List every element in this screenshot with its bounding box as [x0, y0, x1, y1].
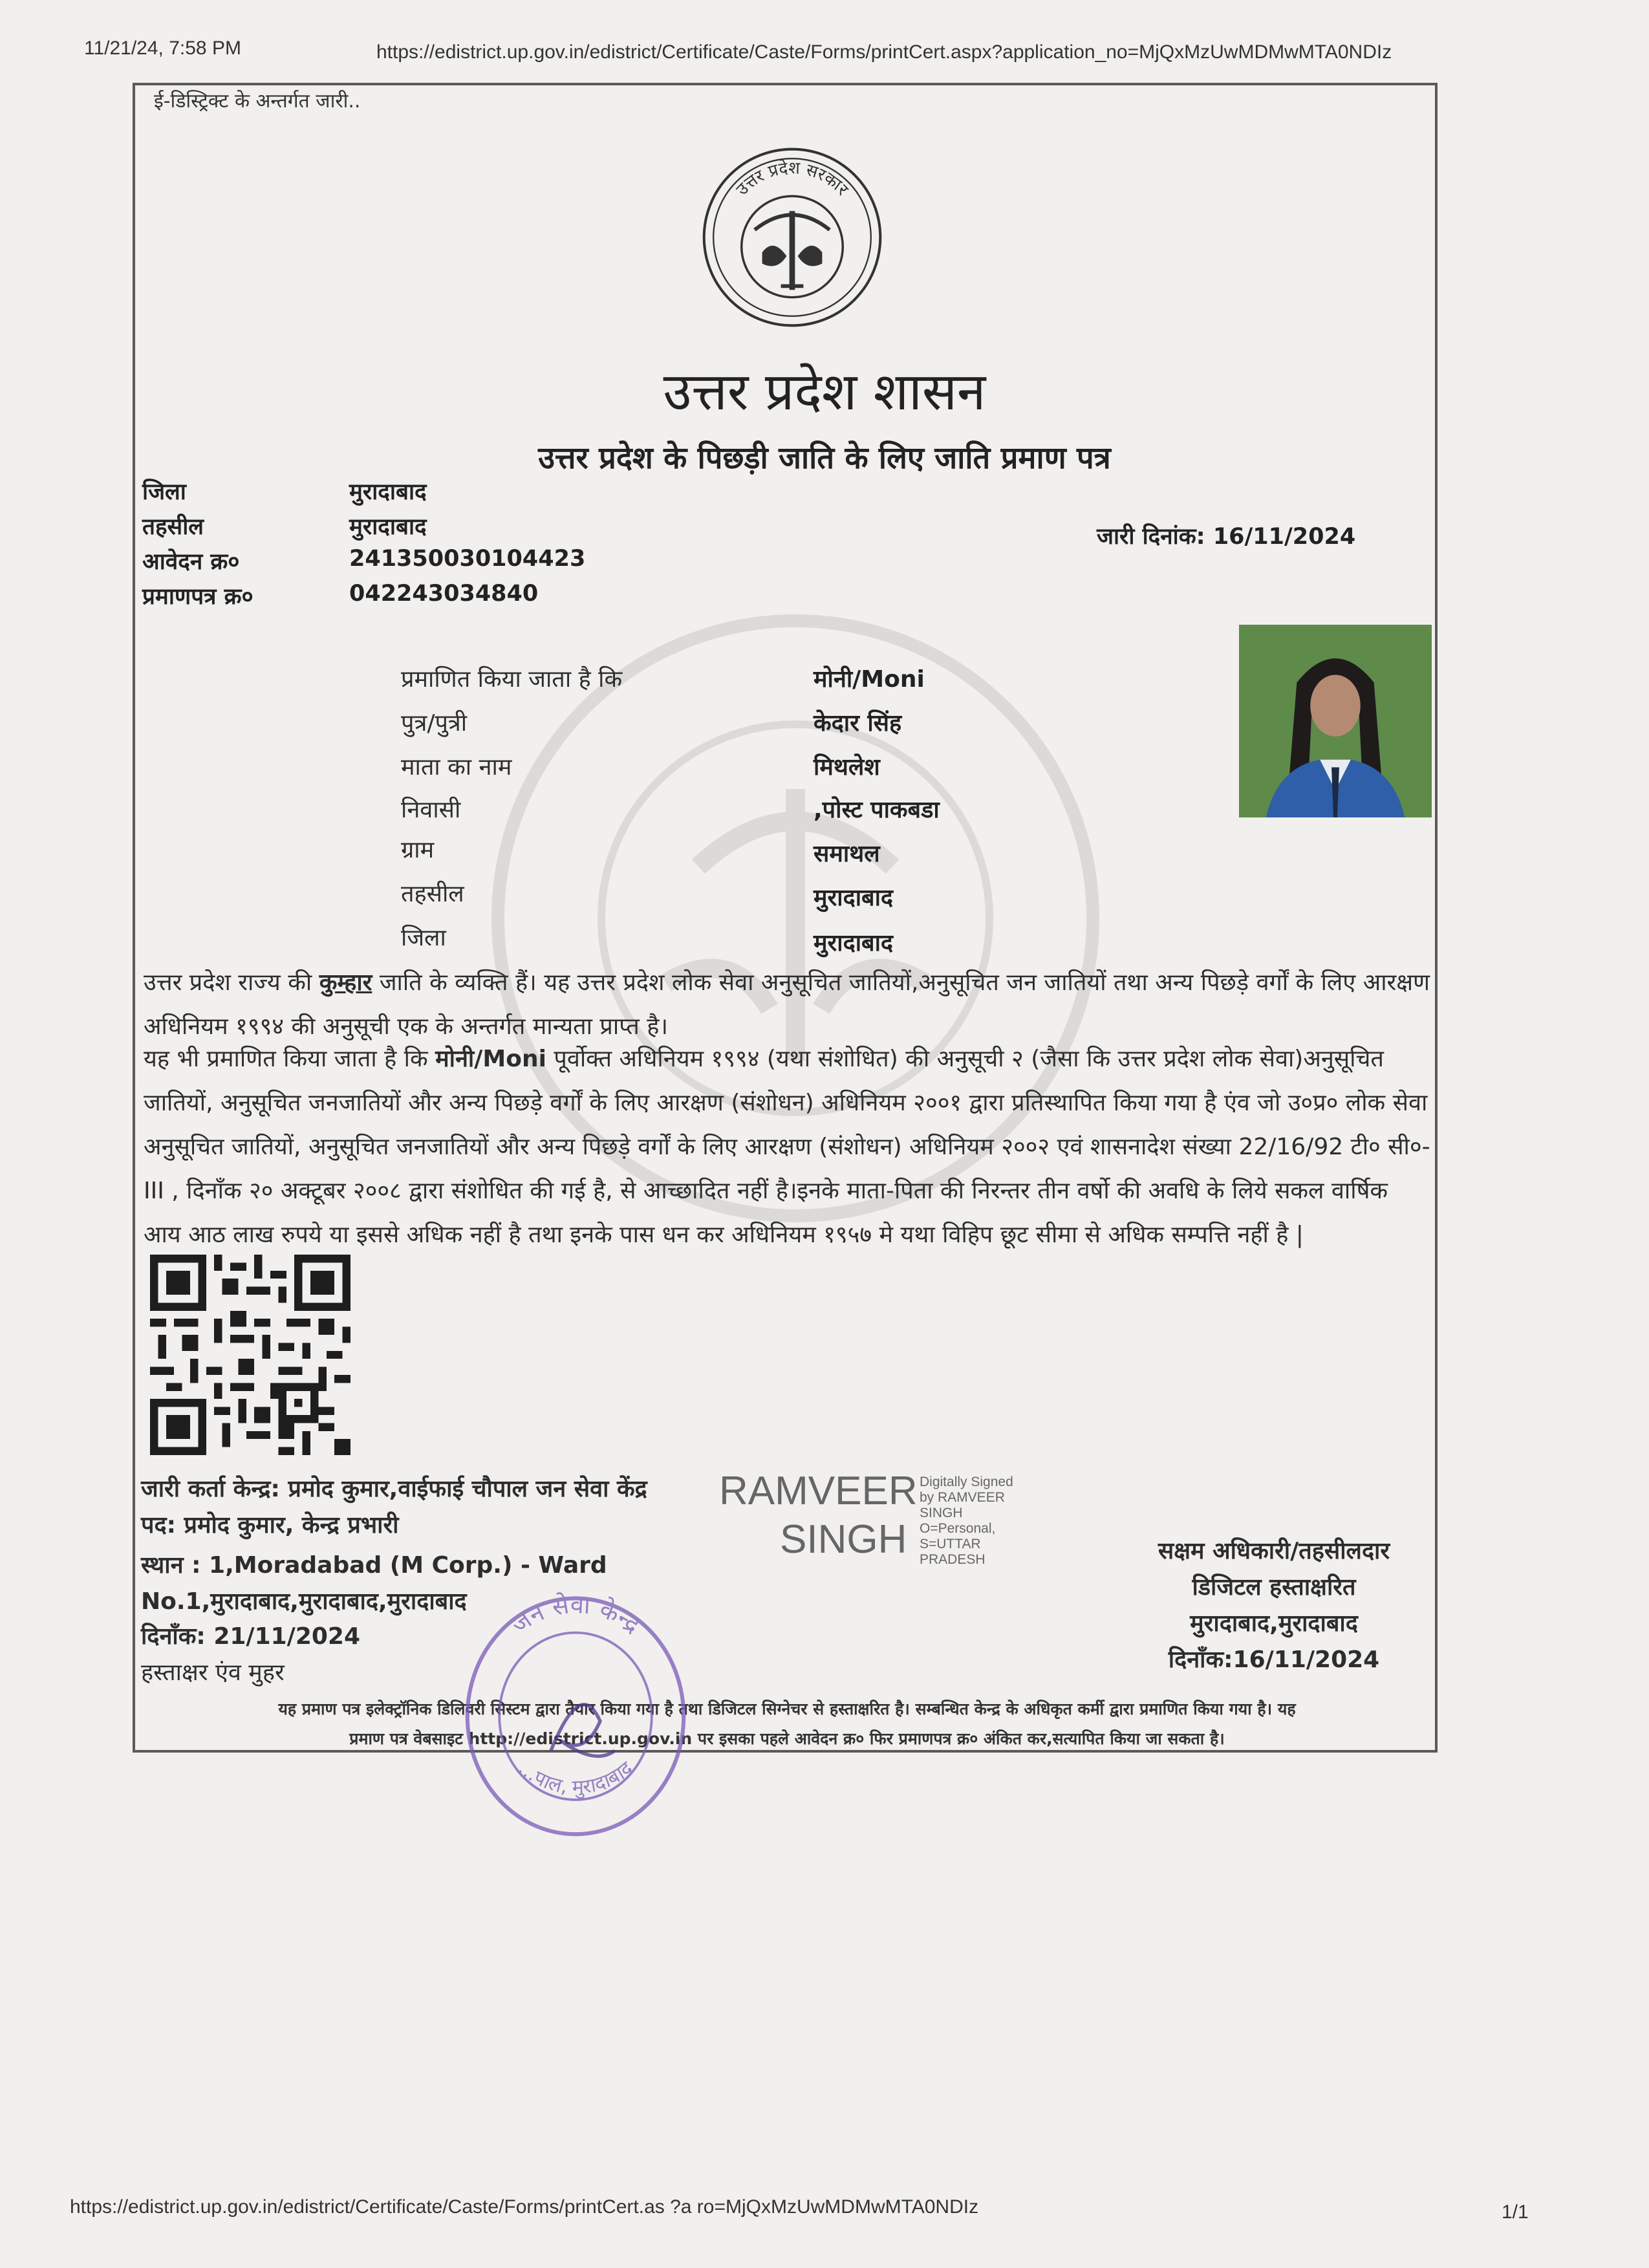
csc-ink-stamp: [453, 1578, 698, 1850]
svg-text:जन सेवा केन्द्र: जन सेवा केन्द्र: [505, 1590, 646, 1639]
print-footer-url: https://edistrict.up.gov.in/edistrict/Certificate/Caste/Forms/printCert.as ?a ro=MjQxMzUwMDMwMTA0NDIz: [70, 2196, 979, 2218]
detail-value: केदार सिंह: [814, 710, 902, 737]
detail-value: ,पोस्ट पाकबडा: [814, 797, 940, 823]
signature-name-line2: SINGH: [780, 1517, 907, 1562]
svg-text:...पाल, मुरादाबाद: ...पाल, मुरादाबाद: [513, 1757, 638, 1799]
detail-label: प्रमाणित किया जाता है कि: [401, 666, 623, 693]
detail-label: ग्राम: [401, 837, 435, 863]
verification-qr-code: [150, 1255, 350, 1455]
detail-value: समाथल: [814, 841, 880, 867]
issuer-date: दिनाँक: 21/11/2024: [141, 1623, 361, 1650]
svg-text:उत्तर प्रदेश सरकार: [733, 158, 853, 200]
authority-place: मुरादाबाद,मुरादाबाद: [1190, 1610, 1358, 1637]
application-no-value: 241350030104423: [349, 546, 586, 572]
caste-name: कुम्हार: [319, 969, 372, 996]
detail-value: मोनी/Moni: [814, 666, 925, 693]
authority-designation: सक्षम अधिकारी/तहसीलदार: [1158, 1538, 1390, 1564]
detail-label: पुत्र/पुत्री: [401, 710, 468, 737]
print-datetime: 11/21/24, 7:58 PM: [84, 38, 241, 59]
signature-name-line1: RAMVEER: [719, 1469, 918, 1513]
authority-signed: डिजिटल हस्ताक्षरित: [1192, 1574, 1356, 1601]
district-value: मुरादाबाद: [349, 479, 427, 505]
tehsil-value: मुरादाबाद: [349, 514, 427, 540]
government-title: उत्तर प्रदेश शासन: [663, 362, 986, 422]
detail-label: माता का नाम: [401, 754, 512, 781]
certificate-no-label: प्रमाणपत्र क्र०: [142, 584, 253, 610]
issuer-place-line1: स्थान : 1,Moradabad (M Corp.) - Ward: [141, 1552, 607, 1579]
creamy-layer-statement: यह भी प्रमाणित किया जाता है कि मोनी/Moni पूर्वोक्त अधिनियम १९९४ (यथा संशोधित) की अनुसूची २ (जैसा कि उत्तर प्रदेश लोक सेवा)अनुसूचित जातियों, अनुसूचित जनजातियों और अन्य पिछड़े वर्गों के लिए आरक्षण (संशोधन) अधिनियम २००१ द्वारा प्रतिस्थापित किया गया है एंव जो उ०प्र० लोक सेवा अनुसूचित जातियों, अनुसूचित जनजातियों और अन्य पिछड़े वर्गों के लिए आरक्षण (संशोधन) अधिनियम २००२ एवं शासनादेश संख्या 22/16/92 टी० सी०-III , दिनाँक २० अक्टूबर २००८ द्वारा संशोधित की गई है, से आच्छादित नहीं है।इनके माता-पिता की निरन्तर तीन वर्षो की अवधि के लिये सकल वार्षिक आय आठ लाख रुपये या इससे अधिक नहीं है तथा इनके पास धन कर अधिनियम १९५७ मे यथा विहिप छूट सीमा से अधिक सम्पत्ति नहीं है |: [144, 1046, 1430, 1248]
sign-seal-label: हस्ताक्षर एंव मुहर: [141, 1659, 285, 1686]
detail-value: मुरादाबाद: [814, 885, 894, 911]
issued-under-note: ई-डिस्ट्रिक्ट के अन्तर्गत जारी..: [154, 90, 361, 113]
seal-text: उत्तर प्रदेश सरकार: [732, 158, 852, 200]
applicant-name: मोनी/Moni: [435, 1046, 546, 1072]
verification-disclaimer: यह प्रमाण पत्र इलेक्ट्रॉनिक डिलिवरी सिस्टम द्वारा तैयार किया गया है तथा डिजिटल सिग्नेचर से हस्ताक्षरित है। सम्बन्धित केन्द्र के अधिकृत कर्मी द्वारा प्रमाणित किया गया है। यह प्रमाण पत्र वेबसाइट http://edistrict.up.gov.in पर इसका पहले आवेदन क्र० फिर प्रमाणपत्र क्र० अंकित कर,सत्यापित किया जा सकता है।: [278, 1700, 1296, 1748]
detail-label: तहसील: [401, 881, 464, 907]
issuer-post: पद: प्रमोद कुमार, केन्द्र प्रभारी: [141, 1512, 399, 1539]
up-state-emblem-icon: [698, 144, 886, 331]
detail-value: मुरादाबाद: [814, 930, 894, 956]
certificate-title: उत्तर प्रदेश के पिछड़ी जाति के लिए जाति प्रमाण पत्र: [538, 440, 1111, 476]
detail-label: निवासी: [401, 797, 461, 823]
caste-statement: उत्तर प्रदेश राज्य की कुम्हार जाति के व्यक्ति हैं। यह उत्तर प्रदेश लोक सेवा अनुसूचित जातियों,अनुसूचित जन जातियों तथा अन्य पिछड़े वर्गों के लिए आरक्षण अधिनियम १९९४ की अनुसूची एक के अन्तर्गत मान्यता प्राप्त है।: [144, 969, 1430, 1040]
issuing-centre: जारी कर्ता केन्द्र: प्रमोद कुमार,वाईफाई चौपाल जन सेवा केंद्र: [141, 1476, 647, 1502]
print-url: https://edistrict.up.gov.in/edistrict/Certificate/Caste/Forms/printCert.aspx?application_no=MjQxMzUwMDMwMTA0NDIz: [376, 41, 1392, 63]
tehsil-label: तहसील: [142, 514, 204, 540]
applicant-photo: [1239, 625, 1432, 817]
application-no-label: आवेदन क्र०: [142, 549, 240, 575]
signature-details: Digitally Signed by RAMVEER SINGH O=Personal, S=UTTAR PRADESH: [920, 1474, 1013, 1567]
issuer-place-line2: No.1,मुरादाबाद,मुरादाबाद,मुरादाबाद: [141, 1588, 467, 1615]
issue-date-label: जारी दिनांक:: [1097, 524, 1205, 550]
district-label: जिला: [142, 479, 186, 505]
certificate-no-value: 042243034840: [349, 581, 539, 607]
authority-date: दिनाँक:16/11/2024: [1168, 1647, 1380, 1673]
detail-value: मिथलेश: [814, 754, 880, 781]
issue-date: [1097, 521, 1355, 551]
issue-date-value: 16/11/2024: [1212, 524, 1356, 550]
print-page-number: 1/1: [1502, 2201, 1529, 2223]
detail-label: जिला: [401, 925, 446, 951]
